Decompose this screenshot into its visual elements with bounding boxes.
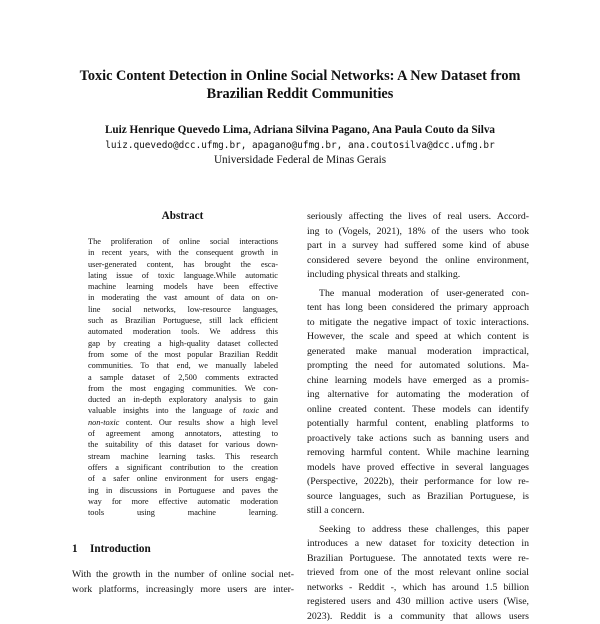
body-line: models have proved effective in several languages <box>307 461 529 476</box>
abstract-line: of agreement among annotators, attesting to <box>88 428 278 439</box>
body-line: ing to (Vogels, 2021), 18% of the users who took <box>307 225 529 240</box>
body-line: removing harmful content. While machine learning <box>307 446 529 461</box>
body-line: including physical threats and stalking. <box>307 268 529 283</box>
abstract-line: in moderating the vast amount of data on on- <box>88 292 278 303</box>
abstract-line-mixed <box>88 405 278 416</box>
abstract-text: valuable insights into the language of <box>88 406 236 415</box>
body-line: ing alternative for automating the moderation of <box>307 388 529 403</box>
body-line: source languages, such as Brazilian Portuguese, is <box>307 490 529 505</box>
affiliation: Universidade Federal de Minas Gerais <box>40 153 560 168</box>
body-line: potentially harmful content, enabling platforms to <box>307 417 529 432</box>
body-line: online created content. These models can identify <box>307 403 529 418</box>
abstract-line: a sample dataset of 2,500 comments extracted <box>88 372 278 383</box>
abstract-text: content. Our results show a high level <box>126 418 278 427</box>
body-line: The manual moderation of user-generated con- <box>307 287 529 302</box>
introduction-body <box>72 568 294 597</box>
abstract-line: from the most engaging communities. We con- <box>88 383 278 394</box>
body-line: still a concern. <box>307 504 529 519</box>
abstract-line: such as Brazilian Portuguese, still lack efficient <box>88 315 278 326</box>
right-column-body <box>307 210 529 624</box>
intro-line: work platforms, increasingly more users are inter- <box>72 583 294 598</box>
section-number: 1 <box>72 543 90 555</box>
abstract-line: communities. To that end, we manually labeled <box>88 360 278 371</box>
author-emails: luiz.quevedo@dcc.ufmg.br, apagano@ufmg.br, ana.coutosilva@dcc.ufmg.br <box>40 138 560 153</box>
term-toxic: toxic <box>243 406 259 415</box>
abstract-line: of a safer online environment for users engag- <box>88 473 278 484</box>
body-line: proactively take actions such as banning users and <box>307 432 529 447</box>
body-line: tent has long been considered the primary approach <box>307 301 529 316</box>
body-line: However, the scale and speed at which content is <box>307 330 529 345</box>
abstract-line: stream machine learning tasks. This research <box>88 451 278 462</box>
title-line: Toxic Content Detection in Online Social Networks: A New Dataset from <box>40 67 560 85</box>
body-line: introduces a new dataset for toxicity detection in <box>307 537 529 552</box>
abstract-line: ducted an in-depth exploratory analysis to gain <box>88 394 278 405</box>
abstract-body <box>88 236 278 518</box>
abstract-line: machine learning models have been effective <box>88 281 278 292</box>
abstract-line: gap by creating a high-quality dataset collected <box>88 338 278 349</box>
body-line: networks - Reddit -, which has around 1.5 billion <box>307 581 529 596</box>
intro-line: With the growth in the number of online social net- <box>72 568 294 583</box>
body-line: generated make manual moderation impractical, <box>307 345 529 360</box>
term-non-toxic: non-toxic <box>88 418 119 427</box>
body-line: registered users and 430 million active users (Wise, <box>307 595 529 610</box>
author-list: Luiz Henrique Quevedo Lima, Adriana Silvina Pagano, Ana Paula Couto da Silva <box>40 123 560 137</box>
abstract-heading: Abstract <box>70 210 295 222</box>
abstract-line: line social networks, low-resource languages, <box>88 304 278 315</box>
abstract-line: the suitability of this dataset for various down- <box>88 439 278 450</box>
abstract-line: way for more effective automatic moderation <box>88 496 278 507</box>
abstract-line: in recent years, with the consequent growth in <box>88 247 278 258</box>
body-line: (Perspective, 2022b), their performance for low re- <box>307 475 529 490</box>
abstract-line: automated moderation tools. We address this <box>88 326 278 337</box>
body-line: prompting the need for automated solutions. Ma- <box>307 359 529 374</box>
body-line: 2023). Reddit is a community that allows users <box>307 610 529 624</box>
abstract-text: and <box>266 406 278 415</box>
body-line: trieved from one of the most relevant online social <box>307 566 529 581</box>
abstract-line: offers a significant contribution to the creation <box>88 462 278 473</box>
body-line: considered severe beyond the online environment, <box>307 254 529 269</box>
body-line: Seeking to address these challenges, this paper <box>307 523 529 538</box>
body-line: Brazilian Portuguese. The annotated texts were re- <box>307 552 529 567</box>
body-line: seriously affecting the lives of real users. Accord- <box>307 210 529 225</box>
abstract-line: lating issue of toxic language.While automatic <box>88 270 278 281</box>
abstract-line: tools using machine learning. <box>88 507 278 518</box>
title-line: Brazilian Reddit Communities <box>40 85 560 103</box>
abstract-line: The proliferation of online social interactions <box>88 236 278 247</box>
body-line: part in a survey had suffered some kind of abuse <box>307 239 529 254</box>
paper-title <box>40 67 560 103</box>
section-title: Introduction <box>90 543 151 555</box>
body-line: to mitigate the negative impact of toxic interactions. <box>307 316 529 331</box>
abstract-line-mixed <box>88 417 278 428</box>
section-heading-introduction <box>72 543 151 555</box>
body-line: chine learning models have emerged as a promis- <box>307 374 529 389</box>
abstract-line: from some of the most popular Brazilian Reddit <box>88 349 278 360</box>
abstract-line: user-generated content, has brought the esca- <box>88 259 278 270</box>
abstract-line: ing in discussions in Portuguese and paves the <box>88 485 278 496</box>
